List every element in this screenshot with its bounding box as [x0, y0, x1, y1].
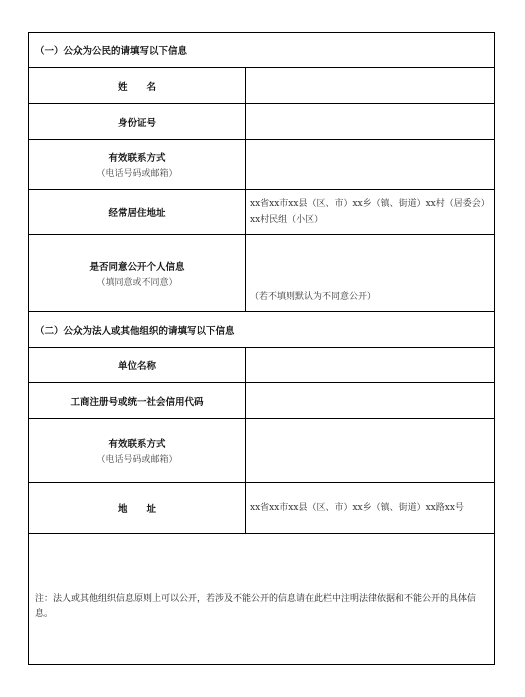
residence-label: 经常居住地址 [108, 208, 166, 219]
row-consent [29, 235, 494, 312]
row-org-name [29, 348, 494, 383]
name-field[interactable] [246, 68, 494, 103]
org-contact-sublabel: （电话号码或邮箱） [96, 455, 178, 465]
org-address-field[interactable] [246, 483, 494, 533]
id-number-label: 身份证号 [117, 117, 156, 129]
consent-label: 是否同意公开个人信息 [89, 261, 185, 273]
residence-label-cell [29, 190, 246, 234]
consent-sublabel: （填同意或不同意） [96, 277, 178, 288]
org-address-label-cell [29, 483, 246, 533]
contact-field[interactable] [246, 140, 494, 189]
name-label: 姓 名 [117, 81, 156, 93]
credit-code-label: 工商注册号或统一社会信用代码 [70, 396, 204, 408]
org-name-label: 单位名称 [117, 361, 156, 372]
note-area[interactable] [29, 534, 494, 664]
residence-field[interactable] [246, 190, 494, 234]
contact-sublabel: （电话号码或邮箱） [96, 169, 178, 179]
org-contact-label-cell [29, 419, 246, 482]
credit-code-field[interactable] [246, 383, 494, 418]
row-org-contact [29, 419, 494, 483]
consent-label-cell [29, 235, 246, 311]
org-contact-label: 有效联系方式 [108, 439, 166, 450]
consent-hint: （若不填则默认为不同意公开） [250, 292, 377, 302]
row-name [29, 68, 494, 104]
org-contact-field[interactable] [246, 419, 494, 482]
row-contact [29, 140, 494, 190]
id-number-label-cell [29, 104, 246, 139]
org-name-label-cell [29, 348, 246, 382]
row-credit-code [29, 383, 494, 419]
row-id-number [29, 104, 494, 140]
contact-label-cell [29, 140, 246, 189]
org-name-field[interactable] [246, 348, 494, 382]
residence-template-text: xx省xx市xx县（区、市）xx乡（镇、街道）xx村（居委会）xx村民组（小区） [250, 199, 490, 225]
section1-title-text: （一）公众为公民的请填写以下信息 [35, 46, 188, 57]
section2-title [29, 312, 494, 348]
note-text: 注：法人或其他组织信息原则上可以公开，若涉及不能公开的信息请在此栏中注明法律依据和不能公开的具体信息。 [35, 594, 477, 619]
section1-title [29, 33, 494, 68]
row-org-address [29, 483, 494, 534]
org-address-label: 地 址 [117, 504, 156, 515]
org-address-template-text: xx省xx市xx县（区、市）xx乡（镇、街道）xx路xx号 [250, 503, 464, 513]
public-info-form [28, 32, 495, 665]
id-number-field[interactable] [246, 104, 494, 139]
consent-field[interactable] [246, 235, 494, 311]
section2-title-text: （二）公众为法人或其他组织的请填写以下信息 [35, 325, 235, 337]
name-label-cell [29, 68, 246, 103]
contact-label: 有效联系方式 [108, 153, 166, 164]
row-residence [29, 190, 494, 235]
credit-code-label-cell [29, 383, 246, 418]
